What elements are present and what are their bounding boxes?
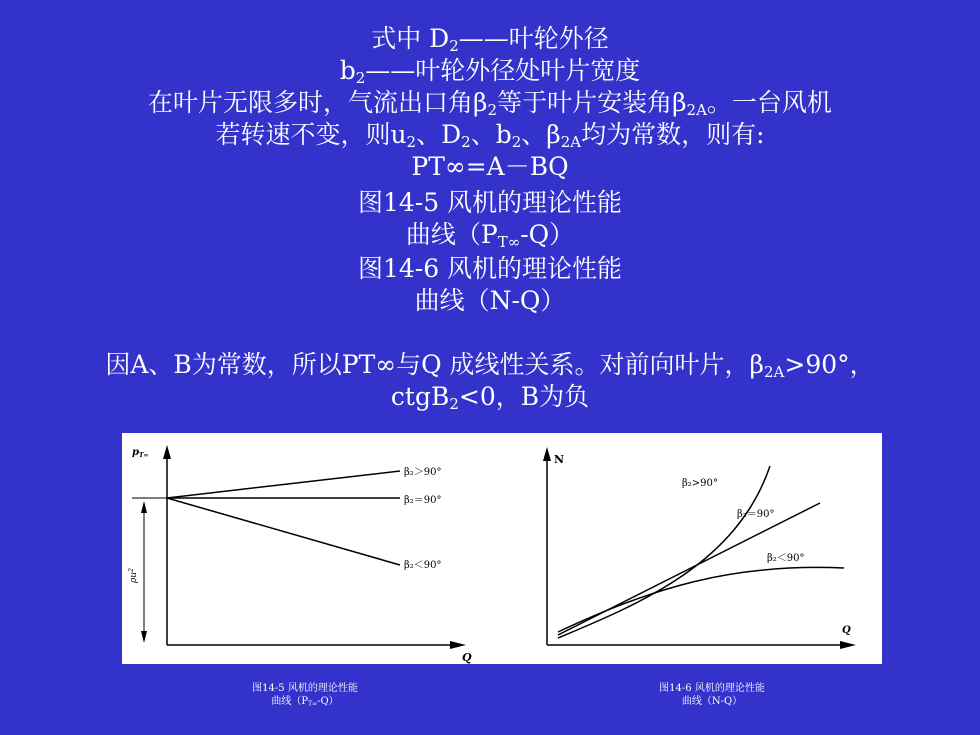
- curve-beta-lt-90: [558, 567, 844, 632]
- label-beta-lt-90: β₂＜90°: [404, 560, 442, 571]
- definition-b2: [0, 56, 980, 86]
- subscript: 2: [487, 100, 498, 119]
- line-beta-gt-90: [167, 471, 400, 498]
- figure-svg: [122, 433, 882, 664]
- caption-right-line1: 图14-6 风机的理论性能: [659, 683, 765, 694]
- left-chart: [128, 445, 472, 664]
- label-n-beta-gt-90: β₂>90°: [682, 478, 718, 489]
- right-x-arrow: [840, 641, 856, 649]
- text-span: 若转速不变，则u: [215, 120, 407, 149]
- subscript: 2: [449, 394, 459, 413]
- text-span: 曲线（P: [405, 220, 498, 249]
- definition-d2: [0, 24, 980, 54]
- label-n-beta-eq-90: β₂＝90°: [737, 509, 775, 520]
- text-span: -Q）: [317, 696, 339, 707]
- text-span: <0，B为负: [458, 382, 590, 411]
- caption-right: [602, 682, 822, 708]
- fig5-title-2: [0, 220, 980, 250]
- text-span: 均为常数，则有:: [581, 120, 765, 149]
- fig6-title-1: 图14-6 风机的理论性能: [357, 254, 623, 283]
- right-y-arrow: [543, 447, 551, 461]
- d2-subscript: 2: [449, 36, 459, 55]
- right-chart: [543, 447, 856, 649]
- label-beta-eq-90: β₂＝90°: [404, 495, 442, 506]
- text-span: ctgB: [390, 382, 450, 411]
- left-y-arrow: [163, 445, 171, 459]
- b2-definition: ——叶轮外径处叶片宽度: [365, 56, 641, 85]
- text-span: 等于叶片安装角β: [497, 88, 687, 117]
- text-span: >90°，: [784, 350, 875, 379]
- caption-left-line1: 图14-5 风机的理论性能: [252, 683, 358, 694]
- label-n-beta-lt-90: β₂＜90°: [767, 553, 805, 564]
- b2-symbol: b: [339, 56, 356, 85]
- dim-arrow-bottom: [141, 631, 147, 643]
- line-beta-lt-90: [167, 498, 400, 565]
- subscript: T∞: [308, 700, 318, 708]
- caption-right-line2: 曲线（N-Q）: [681, 696, 743, 707]
- paragraph-line-5: [0, 350, 980, 380]
- dim-arrow-top: [141, 501, 147, 513]
- caption-left-line2: [195, 695, 415, 708]
- caption-left: [195, 682, 415, 708]
- fig5-title-1: 图14-5 风机的理论性能: [357, 188, 623, 217]
- text-span: 曲线（P: [271, 696, 309, 707]
- right-y-label: N: [554, 453, 565, 466]
- subscript: 2A: [764, 362, 785, 381]
- subscript: 2: [461, 132, 471, 151]
- subscript: 2A: [560, 132, 582, 151]
- text-span: 因A、B为常数，所以PT∞与Q 成线性关系。对前向叶片，β: [105, 350, 764, 379]
- formula: PT∞=A－BQ: [411, 152, 569, 181]
- dim-label: $\rho u^2$: [128, 568, 139, 583]
- text-span: 、β: [521, 120, 561, 149]
- d2-definition: ——叶轮外径: [458, 24, 609, 53]
- subscript: 2: [406, 132, 417, 151]
- subscript: T∞: [497, 232, 521, 251]
- paragraph-line-3: [0, 88, 980, 118]
- curve-beta-gt-90: [558, 466, 770, 638]
- left-x-arrow: [450, 641, 466, 649]
- left-y-label: $p_{T\infty}$: [132, 447, 149, 459]
- fig6-title-2: 曲线（N-Q）: [414, 286, 566, 315]
- b2-subscript: 2: [355, 68, 366, 87]
- label-beta-gt-90: β₂＞90°: [404, 467, 442, 478]
- text-span: 、b: [470, 120, 512, 149]
- paragraph-line-6: [0, 382, 980, 412]
- d2-symbol: 式中 D: [371, 24, 450, 53]
- right-x-label: Q: [842, 625, 851, 636]
- figure-panel: [122, 433, 882, 664]
- text-span: -Q）: [520, 220, 575, 249]
- left-x-label: Q: [462, 651, 472, 664]
- text-span: 在叶片无限多时，气流出口角β: [148, 88, 488, 117]
- subscript: 2: [511, 132, 522, 151]
- text-span: 。一台风机: [706, 88, 832, 117]
- text-span: 、D: [416, 120, 462, 149]
- subscript: 2A: [686, 100, 707, 119]
- paragraph-line-4: [0, 120, 980, 150]
